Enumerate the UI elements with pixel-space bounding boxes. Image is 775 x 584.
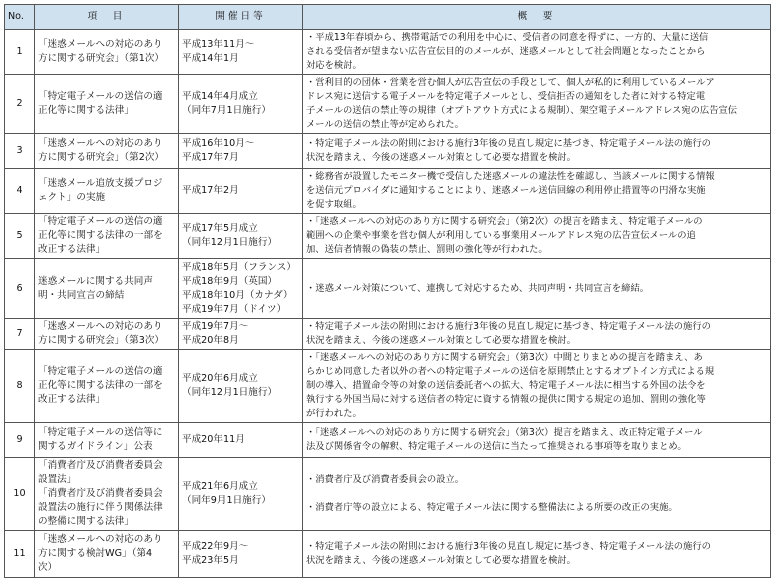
table-header-row (5, 5, 771, 30)
overview-line: ・消費者庁等の設立による、特定電子メール法に関する整備法による所要の改正の実施。 (306, 502, 678, 513)
overview-line: 状況を踏まえ、今後の迷惑メール対策として必要な措置を検討。 (306, 152, 576, 163)
table-row (5, 350, 771, 423)
date-line: 平成20年6月成立 (182, 373, 258, 384)
overview-line: 制の導入、措置命令等の対象の送信委託者への拡大、特定電子メール法に相当する外国の法令を (306, 380, 706, 391)
overview-line: メールの送信の禁止等が定められた。 (306, 119, 464, 130)
overview-line: 加、送信者情報の偽装の禁止、罰則の強化等が行われた。 (306, 244, 548, 255)
item-cell (35, 134, 179, 169)
overview-line: ・特定電子メール法の附則における施行3年後の見直し規定に基づき、特定電子メール法の施行の (306, 321, 711, 332)
item-line: 「特定電子メールの送信の適 (38, 216, 163, 227)
table-row (5, 259, 771, 319)
date-line: 平成21年6月成立 (182, 481, 258, 492)
table-row (5, 458, 771, 531)
overview-line: を促す取組。 (306, 199, 362, 210)
date-line: 平成19年7月（ドイツ） (182, 303, 287, 315)
item-line: 明・共同宣言の締結 (38, 289, 125, 301)
row-number: 5 (5, 214, 35, 259)
date-cell (179, 259, 303, 319)
table-row (5, 75, 771, 134)
date-cell (179, 350, 303, 423)
header-overview: 概 要 (303, 5, 771, 30)
row-number: 6 (5, 259, 35, 319)
row-number: 3 (5, 134, 35, 169)
overview-cell (303, 75, 771, 134)
overview-line: 法及び関係省令の解釈、特定電子メールの送信に当たって推奨される事項等を取りまとめ。 (306, 441, 687, 452)
header-date: 開催日等 (179, 5, 303, 30)
overview-line: ドレス宛に送信する電子メールを特定電子メールとし、受信拒否の通知をした者に対する特定電 (306, 91, 706, 102)
table-container (4, 4, 770, 578)
overview-line: ・「迷惑メールへの対応のあり方に関する研究会」（第2次）の提言を踏まえ、特定電子メールの (306, 216, 703, 227)
overview-cell (303, 319, 771, 350)
date-line: 平成14年1月 (182, 53, 239, 64)
overview-line: ・営利目的の団体・営業を営む個人が広告宣伝の手段として、個人が私的に利用しているメールア (306, 77, 715, 88)
overview-line: ・総務省が設置したモニター機で受信した迷惑メールの違法性を確認し、当該メールに関する情報 (306, 171, 715, 182)
item-line: 「迷惑メールへの対応のあり (38, 39, 163, 50)
overview-line: 状況を踏まえ、今後の迷惑メール対策として必要な措置を検討。 (306, 555, 576, 566)
date-line: 平成23年5月 (182, 555, 239, 566)
overview-line: を送信元プロバイダに通知することにより、迷惑メール送信回線の利用停止措置等の円滑な実施 (306, 185, 706, 196)
item-line: 「特定電子メールの送信等に (38, 427, 163, 438)
overview-line: 子メールの送信の禁止等の規律（オプトアウト方式による規制）、架空電子メールアドレス宛の広告宣伝 (306, 105, 738, 116)
overview-line: ・平成13年春頃から、携帯電話での利用を中心に、受信者の同意を得ずに、一方的、大量に送信 (306, 32, 709, 43)
date-line: 平成22年9月〜 (182, 541, 249, 552)
row-number: 7 (5, 319, 35, 350)
item-line: 改正する法律」 (38, 394, 106, 405)
item-line: 「迷惑メールへの対応のあり (38, 534, 163, 545)
overview-cell (303, 423, 771, 458)
item-line: 「迷惑メール追放支援プロジ (38, 178, 163, 189)
header-no: No. (5, 5, 35, 30)
item-cell (35, 169, 179, 214)
overview-line: ・迷惑メール対策について、連携して対応するため、共同声明・共同宣言を締結。 (306, 282, 650, 294)
date-line: （同年12月1日施行） (182, 387, 278, 398)
item-line: 「消費者庁及び消費者委員会 (38, 460, 163, 471)
row-number: 8 (5, 350, 35, 423)
item-line: 方に関する研究会」（第2次） (38, 152, 165, 163)
date-cell (179, 423, 303, 458)
row-number: 9 (5, 423, 35, 458)
item-cell (35, 75, 179, 134)
date-line: 平成17年2月 (182, 185, 239, 196)
overview-line: 執行する外国当局に対する送信者の特定に資する情報の提供に関する規定の追加、罰則の強化等 (306, 394, 706, 405)
date-line: （同年12月1日施行） (182, 237, 278, 248)
overview-line: ・特定電子メール法の附則における施行3年後の見直し規定に基づき、特定電子メール法の施行の (306, 138, 711, 149)
overview-line: 状況を踏まえ、今後の迷惑メール対策として必要な措置を検討。 (306, 335, 576, 346)
row-number: 1 (5, 30, 35, 75)
overview-cell (303, 134, 771, 169)
date-cell (179, 75, 303, 134)
item-cell (35, 350, 179, 423)
item-line: 方に関する検討WG」（第4 (38, 548, 153, 559)
item-line: 「特定電子メールの送信の適 (38, 91, 163, 102)
overview-line: ・「迷惑メールへの対応のあり方に関する研究会」（第3次）中間とりまとめの提言を踏まえ、あ (306, 352, 703, 363)
overview-line: ・特定電子メール法の附則における施行3年後の見直し規定に基づき、特定電子メール法の施行の (306, 541, 711, 552)
overview-cell (303, 214, 771, 259)
item-cell (35, 423, 179, 458)
date-cell (179, 458, 303, 531)
item-line: 次） (38, 562, 58, 573)
item-line: 設置法の施行に伴う関係法律 (38, 502, 163, 513)
overview-line: らかじめ同意した者以外の者への特定電子メールの送信を原則禁止とするオプトイン方式による規 (306, 366, 715, 377)
table-row (5, 214, 771, 259)
overview-line: が行われた。 (306, 408, 362, 419)
overview-line: される受信者が望まない広告宣伝目的のメールが、迷惑メールとして社会問題となったことから (306, 46, 706, 57)
date-line: 平成17年7月 (182, 152, 239, 163)
overview-cell (303, 30, 771, 75)
item-line: 関するガイドライン」公表 (38, 441, 153, 452)
date-cell (179, 169, 303, 214)
overview-cell (303, 259, 771, 319)
date-line: 平成20年8月 (182, 335, 239, 346)
date-line: 平成18年10月（カナダ） (182, 289, 293, 301)
row-number: 11 (5, 531, 35, 578)
item-line: 「迷惑メールへの対応のあり (38, 321, 163, 332)
item-line: 設置法」 (38, 474, 77, 485)
date-line: 平成16年10月〜 (182, 138, 255, 149)
date-line: （同年9月1日施行） (182, 495, 271, 506)
item-line: 方に関する研究会」（第3次） (38, 335, 165, 346)
item-cell (35, 214, 179, 259)
overview-line: ・「迷惑メールへの対応のあり方に関する研究会」（第3次）提言を踏まえ、改正特定電子メール (306, 427, 703, 438)
table-row (5, 319, 771, 350)
table-row (5, 531, 771, 578)
table-row (5, 423, 771, 458)
date-line: （同年7月1日施行） (182, 105, 271, 116)
date-cell (179, 134, 303, 169)
date-cell (179, 214, 303, 259)
item-cell (35, 30, 179, 75)
table-row (5, 134, 771, 169)
policy-history-table (4, 4, 771, 578)
item-line: 迷惑メールに関する共同声 (38, 275, 153, 287)
row-number: 4 (5, 169, 35, 214)
row-number: 2 (5, 75, 35, 134)
table-body (5, 30, 771, 578)
table-row (5, 169, 771, 214)
date-line: 平成18年5月（フランス） (182, 261, 296, 273)
overview-line: ・消費者庁及び消費者委員会の設立。 (306, 474, 465, 485)
date-line: 平成20年11月 (182, 434, 245, 445)
item-cell (35, 319, 179, 350)
item-line: 正化等に関する法律」 (38, 105, 134, 116)
date-cell (179, 30, 303, 75)
table-row (5, 30, 771, 75)
header-item: 項 目 (35, 5, 179, 30)
overview-line: 範囲への企業や事業を営む個人が利用している事業用メールアドレス宛の広告宣伝メールの追 (306, 230, 696, 241)
item-cell (35, 531, 179, 578)
date-cell (179, 531, 303, 578)
item-line: 正化等に関する法律の一部を (38, 230, 163, 241)
date-line: 平成14年4月成立 (182, 91, 258, 102)
row-number: 10 (5, 458, 35, 531)
overview-cell (303, 169, 771, 214)
item-line: 方に関する研究会」（第1次） (38, 53, 165, 64)
overview-line (306, 487, 767, 501)
overview-cell (303, 458, 771, 531)
overview-cell (303, 350, 771, 423)
item-cell (35, 458, 179, 531)
item-line: 「消費者庁及び消費者委員会 (38, 488, 163, 499)
date-line: 平成18年9月（英国） (182, 275, 278, 287)
item-line: ェクト」の実施 (38, 192, 106, 203)
item-line: 正化等に関する法律の一部を (38, 380, 163, 391)
item-line: 「特定電子メールの送信の適 (38, 366, 163, 377)
item-line: 改正する法律」 (38, 244, 106, 255)
item-line: 「迷惑メールへの対応のあり (38, 138, 163, 149)
overview-cell (303, 531, 771, 578)
date-cell (179, 319, 303, 350)
date-line: 平成13年11月〜 (182, 39, 255, 50)
date-line: 平成19年7月〜 (182, 321, 249, 332)
overview-line: 対応を検討。 (306, 60, 362, 71)
date-line: 平成17年5月成立 (182, 223, 258, 234)
item-cell (35, 259, 179, 319)
item-line: の整備に関する法律」 (38, 516, 134, 527)
